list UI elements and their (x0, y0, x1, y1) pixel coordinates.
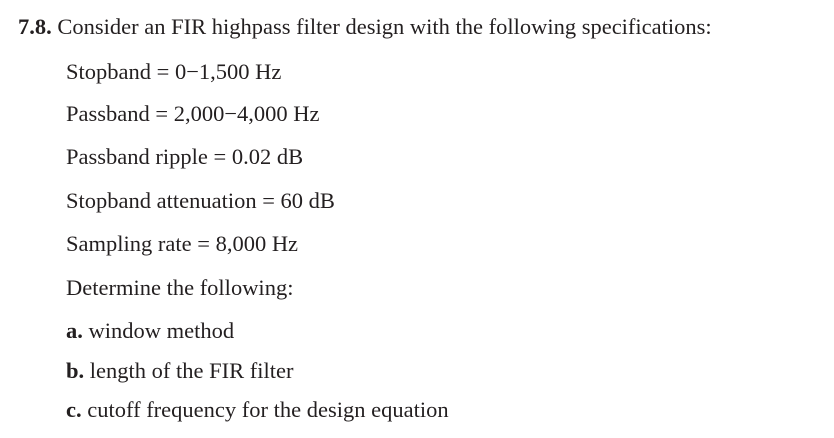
problem-number: 7.8. (18, 14, 52, 39)
spec-value: 0−1,500 Hz (174, 59, 282, 84)
part-letter: a. (66, 318, 83, 343)
part-b (66, 358, 293, 384)
problem-header (18, 14, 712, 40)
part-text: cutoff frequency for the design equation (87, 397, 449, 422)
equals-sign: = (213, 144, 227, 169)
equals-sign: = (262, 188, 275, 213)
part-a (66, 318, 234, 344)
instruction-text: Determine the following: (66, 275, 294, 300)
spec-stopband-attenuation (66, 188, 335, 214)
part-text: window method (88, 318, 235, 343)
spec-value: 8,000 Hz (215, 231, 299, 256)
equals-sign: = (156, 59, 170, 84)
spec-label: Sampling rate (66, 231, 192, 256)
equals-sign: = (197, 231, 210, 256)
problem-statement: Consider an FIR highpass filter design with the following specifications: (57, 14, 712, 39)
spec-stopband (66, 59, 281, 85)
spec-label: Stopband (66, 59, 152, 84)
part-c (66, 397, 449, 423)
part-text: length of the FIR filter (89, 358, 294, 383)
spec-label: Passband ripple (66, 144, 208, 169)
part-letter: c. (66, 397, 82, 422)
spec-value: 0.02 dB (231, 144, 304, 169)
spec-passband (66, 101, 320, 127)
spec-value: 60 dB (280, 188, 335, 213)
instruction (66, 275, 293, 301)
spec-label: Stopband attenuation (66, 188, 257, 213)
part-letter: b. (66, 358, 85, 383)
spec-passband-ripple (66, 144, 303, 170)
spec-value: 2,000−4,000 Hz (173, 101, 320, 126)
equals-sign: = (155, 101, 169, 126)
spec-label: Passband (66, 101, 150, 126)
spec-sampling-rate (66, 231, 298, 257)
